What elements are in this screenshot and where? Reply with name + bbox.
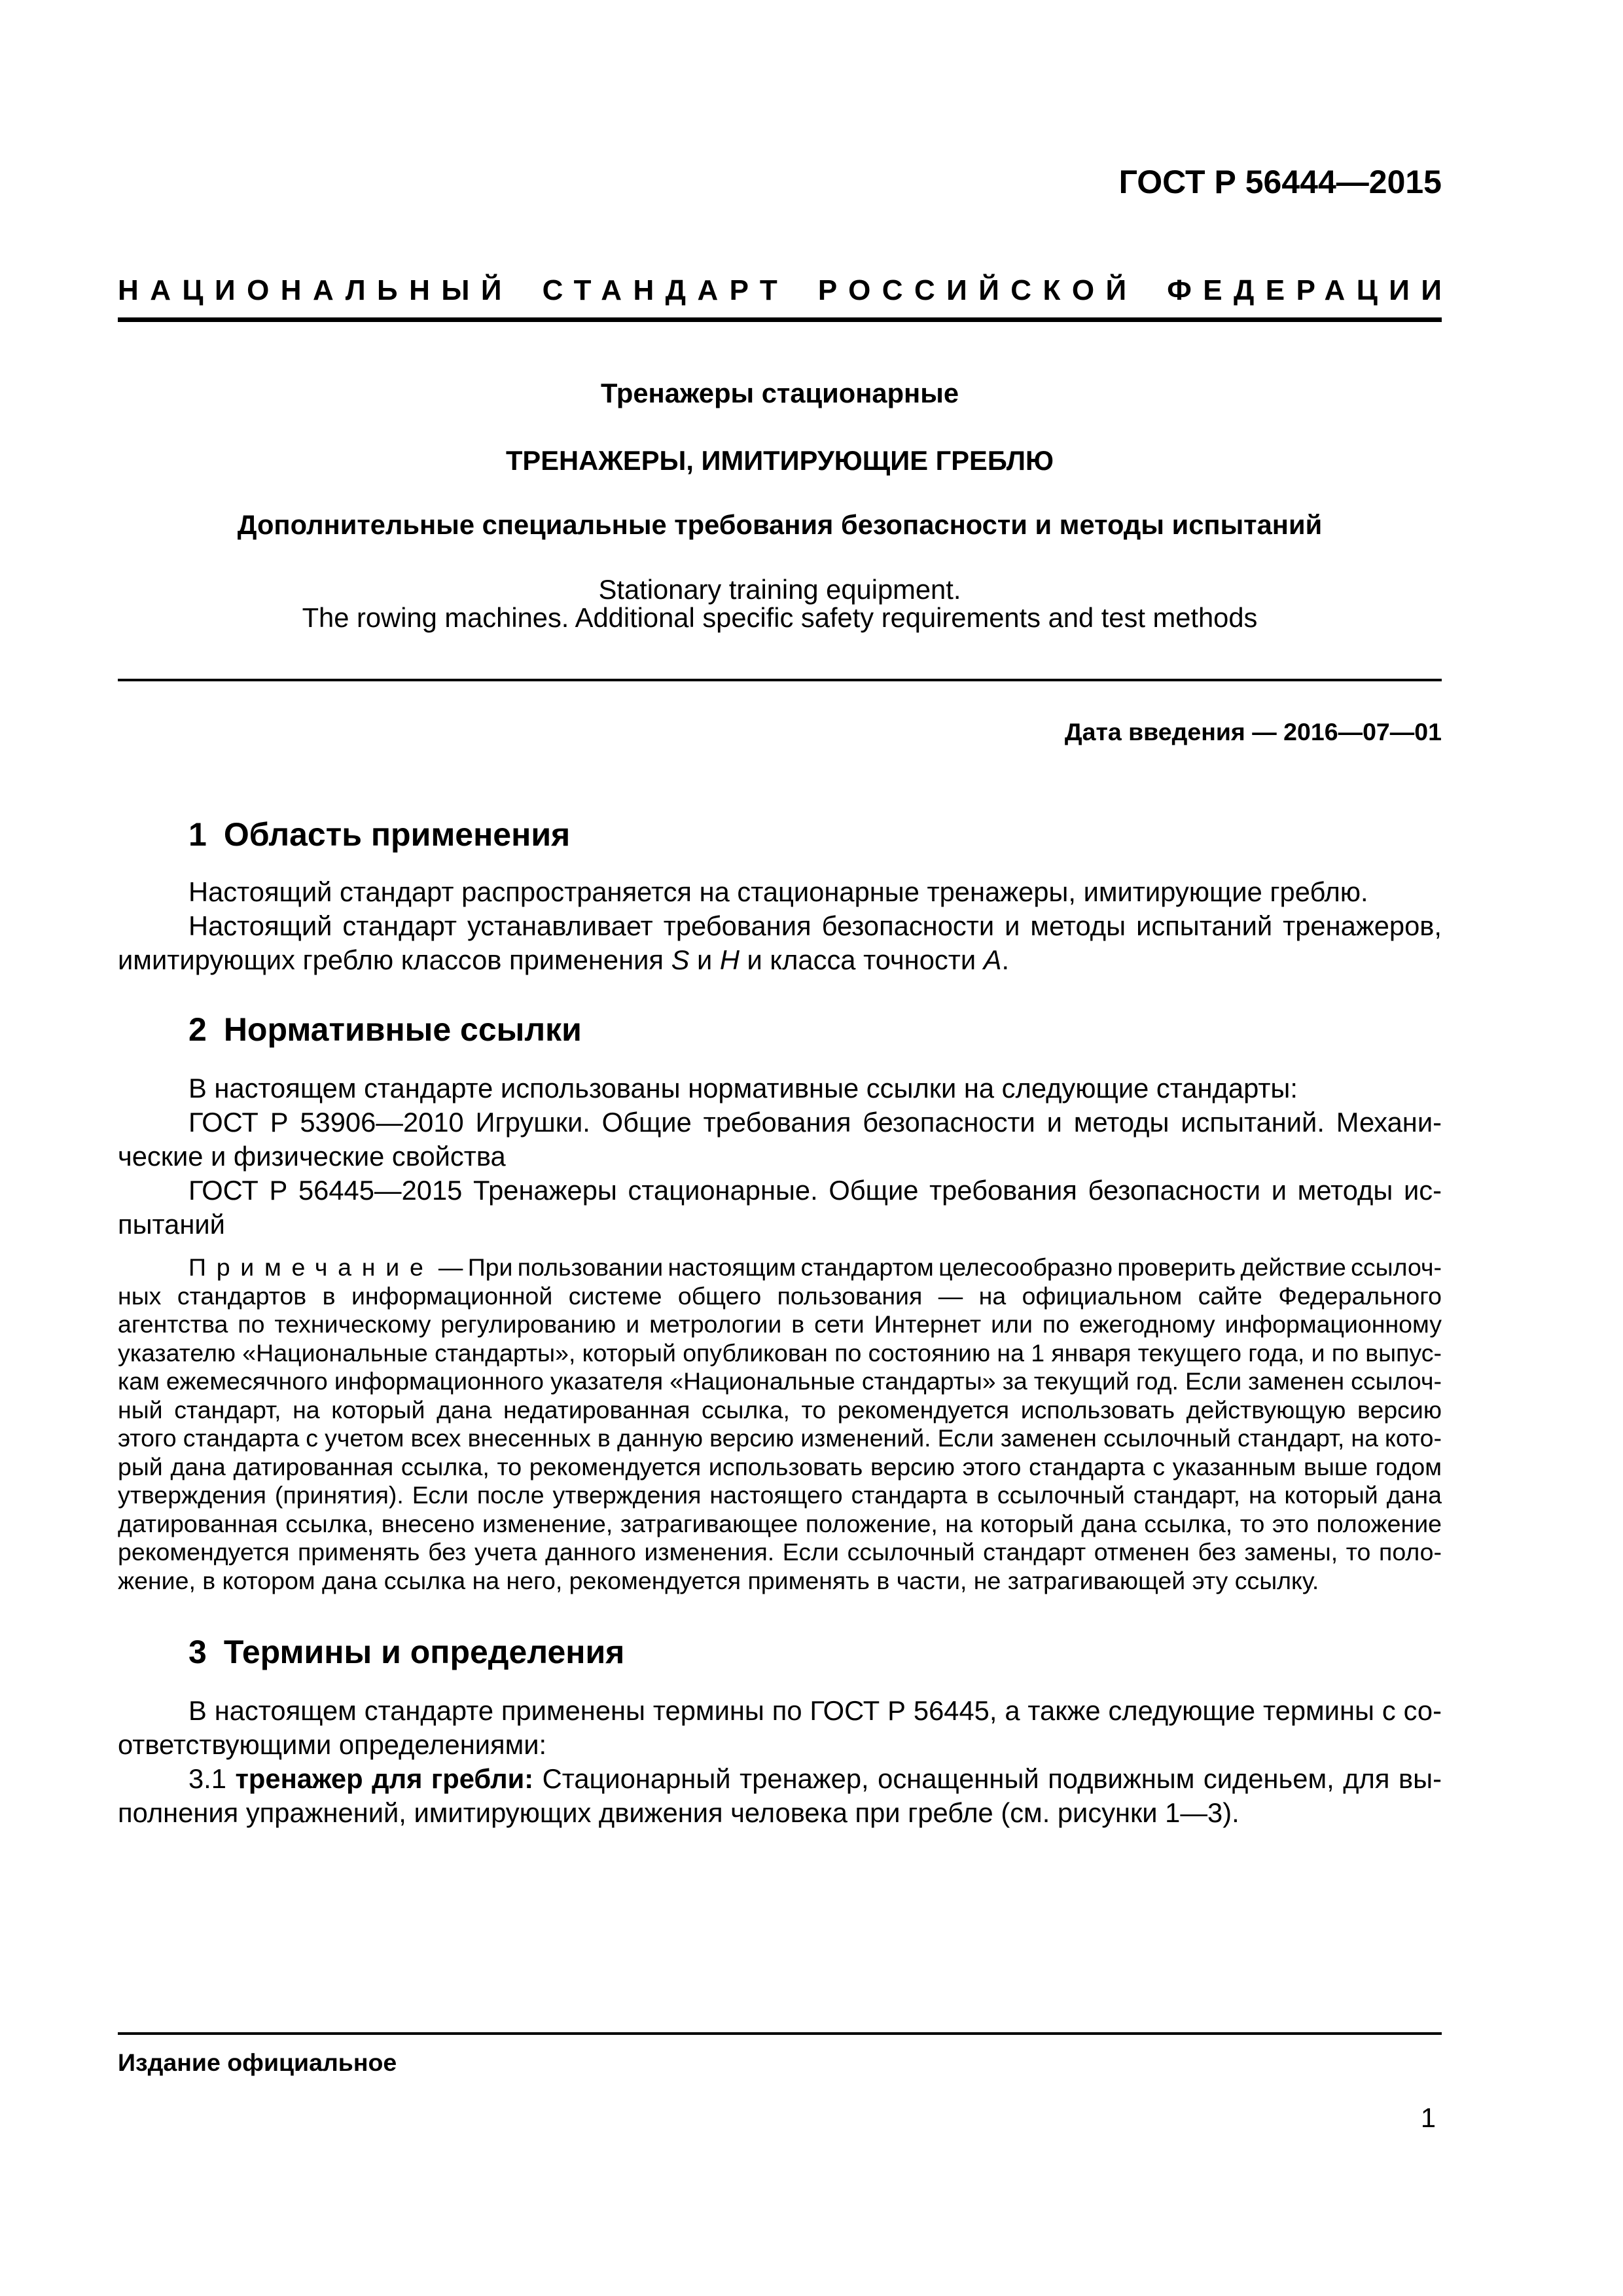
- reference-line: пытаний: [118, 1209, 225, 1240]
- note-line: рекомендуется применять без учета данного изменения. Если ссылочный стандарт отменен без замены, то поло-: [118, 1538, 1442, 1566]
- note-label: Примечание: [188, 1253, 434, 1281]
- note-text: — При пользовании настоящим стандартом целесообразно проверить действие ссылоч-: [438, 1253, 1442, 1281]
- reference-line: ГОСТ Р 56445—2015 Тренажеры стационарные. Общие требования безопасности и методы ис-: [188, 1175, 1442, 1206]
- note-line: агентства по техническому регулированию и метрологии в сети Интернет или по ежегодному информационному: [118, 1310, 1442, 1338]
- reference-line: ГОСТ Р 53906—2010 Игрушки. Общие требования безопасности и методы испытаний. Механи-: [188, 1107, 1442, 1138]
- footer-rule: [118, 2032, 1442, 2035]
- section-number: 1: [188, 816, 207, 853]
- section-number: 2: [188, 1011, 207, 1048]
- term-number: 3.1: [188, 1763, 226, 1794]
- italic-class-symbol: H: [719, 944, 740, 975]
- title-rule: [118, 679, 1442, 681]
- effective-date: Дата введения — 2016—07—01: [1064, 718, 1442, 745]
- english-title-line: Stationary training equipment.: [598, 574, 961, 605]
- text-segment: и: [689, 944, 720, 975]
- title-group: Тренажеры стационарные: [600, 378, 959, 408]
- term-definition: Стационарный тренажер, оснащенный подвижным сиденьем, для вы-: [542, 1763, 1442, 1794]
- paragraph-line: Настоящий стандарт устанавливает требования безопасности и методы испытаний тренажеров,: [188, 910, 1442, 941]
- section-number: 3: [188, 1634, 207, 1670]
- paragraph-line: ответствующими определениями:: [118, 1729, 547, 1760]
- text-segment: имитирующих греблю классов применения: [118, 944, 671, 975]
- italic-class-symbol: A: [983, 944, 1002, 975]
- section-heading: [188, 815, 1442, 854]
- note-line: датированная ссылка, внесено изменение, затрагивающее положение, на который дана ссылка, то это положение: [118, 1509, 1442, 1537]
- header-rule: [118, 317, 1442, 322]
- note-line: рый дана датированная ссылка, то рекомендуется использовать версию этого стандарта с указанным выше годом: [118, 1452, 1442, 1480]
- paragraph-line: В настоящем стандарте применены термины по ГОСТ Р 56445, а также следующие термины с со-: [188, 1695, 1442, 1726]
- note-line: указателю «Национальные стандарты», который опубликован по состоянию на 1 января текущего года, и по выпус-: [118, 1338, 1442, 1367]
- section-title: Область применения: [223, 816, 571, 853]
- note-line: [188, 1253, 1442, 1282]
- term-name: тренажер для гребли:: [235, 1763, 534, 1794]
- section-title: Нормативные ссылки: [223, 1011, 582, 1048]
- section-title: Термины и определения: [223, 1634, 625, 1670]
- note-line: ный стандарт, на который дана недатированная ссылка, то рекомендуется использовать действующую версию: [118, 1395, 1442, 1424]
- title-main: ТРЕНАЖЕРЫ, ИМИТИРУЮЩИЕ ГРЕБЛЮ: [505, 445, 1054, 476]
- italic-class-symbol: S: [671, 944, 690, 975]
- reference-line: ческие и физические свойства: [118, 1141, 506, 1172]
- english-title-line: The rowing machines. Additional specific safety requirements and test methods: [302, 602, 1258, 633]
- text-segment: .: [1001, 944, 1010, 975]
- edition-label: Издание официальное: [118, 2049, 397, 2076]
- note-line: утверждения (принятия). Если после утверждения настоящего стандарта в ссылочный стандарт, на который дана: [118, 1481, 1442, 1509]
- standard-type-heading: НАЦИОНАЛЬНЫЙ СТАНДАРТ РОССИЙСКОЙ ФЕДЕРАЦИИ: [118, 274, 1454, 306]
- term-definition-line: полнения упражнений, имитирующих движения человека при гребле (см. рисунки 1—3).: [118, 1797, 1240, 1828]
- paragraph-line: В настоящем стандарте использованы нормативные ссылки на следующие стандарты:: [188, 1073, 1298, 1103]
- section-heading: [188, 1010, 1442, 1049]
- note-line: жение, в котором дана ссылка на него, рекомендуется применять в части, не затрагивающей эту ссылку.: [118, 1566, 1319, 1594]
- title-sub: Дополнительные специальные требования безопасности и методы испытаний: [237, 509, 1323, 540]
- section-heading: [188, 1632, 1442, 1672]
- term-definition-line: [188, 1763, 1442, 1795]
- text-segment: и класса точности: [739, 944, 984, 975]
- paragraph-line: [118, 944, 1442, 977]
- note-line: кам ежемесячного информационного указателя «Национальные стандарты» за текущий год. Если заменен ссылоч-: [118, 1367, 1442, 1395]
- note-line: этого стандарта с учетом всех внесенных в данную версию изменений. Если заменен ссылочный стандарт, на кото-: [118, 1424, 1442, 1452]
- document-number: ГОСТ Р 56444—2015: [1118, 164, 1442, 200]
- page-number: 1: [1420, 2102, 1436, 2133]
- paragraph-line: Настоящий стандарт распространяется на стационарные тренажеры, имитирующие греблю.: [188, 876, 1368, 907]
- note-line: ных стандартов в информационной системе общего пользования — на официальном сайте Федерального: [118, 1282, 1442, 1310]
